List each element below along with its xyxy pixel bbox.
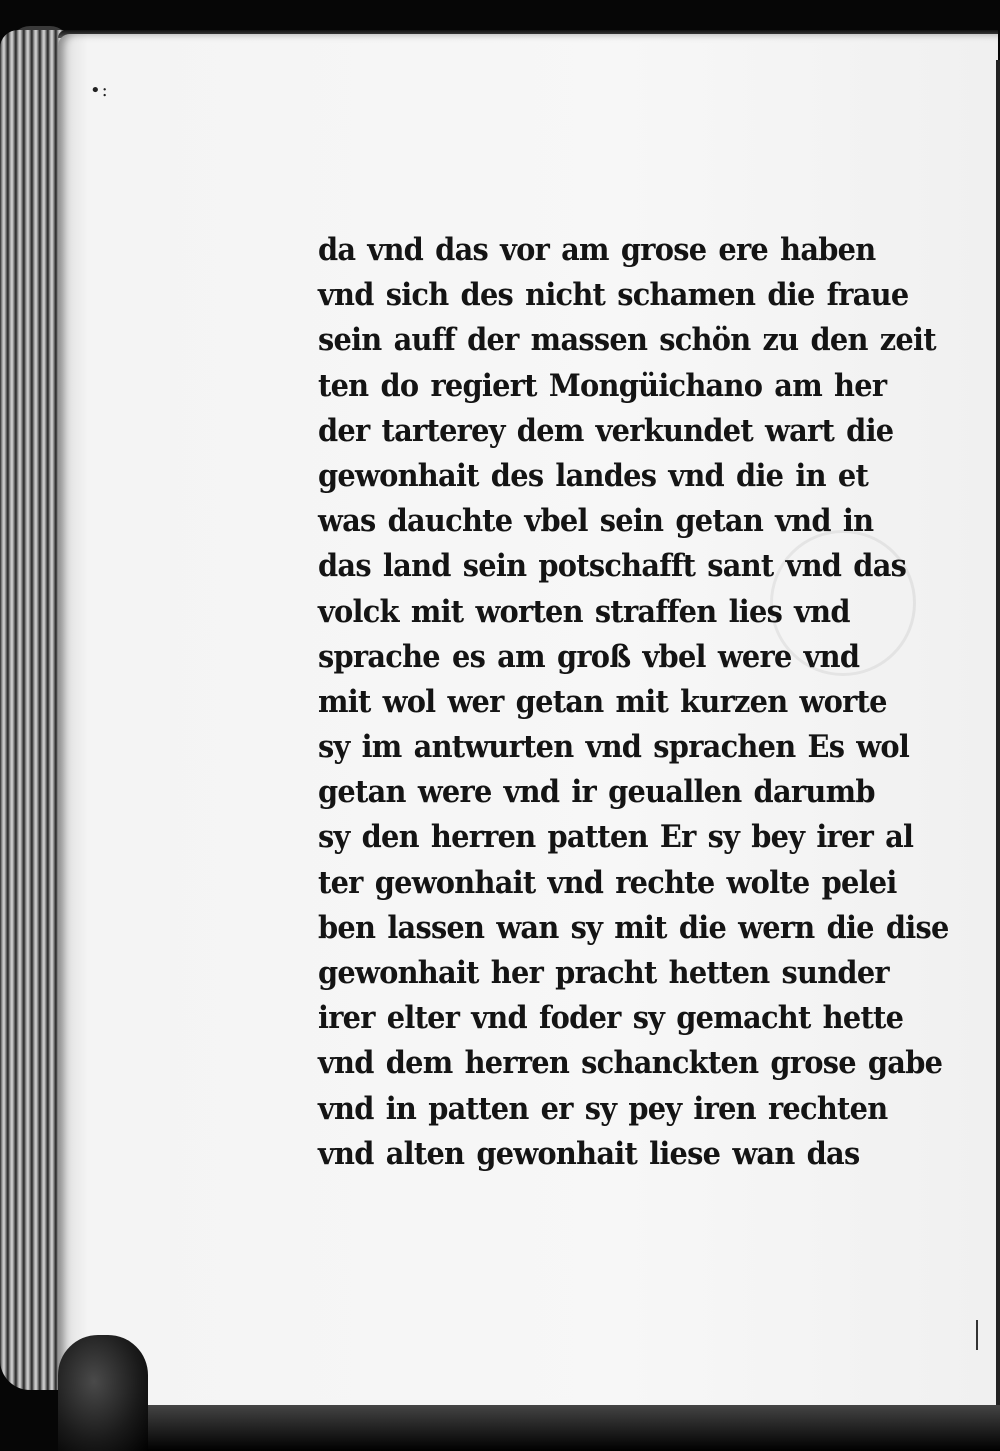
holding-thumb (58, 1335, 148, 1451)
text-line: ter gewonhait vnd rechte wolte pelei (318, 864, 897, 901)
text-line: was dauchte vbel sein getan vnd in (318, 503, 874, 540)
text-line: sprache es am groß vbel were vnd (318, 638, 860, 675)
corner-dots: •: (90, 80, 109, 101)
folio-bottom-shadow (58, 1405, 1000, 1451)
text-line: ten do regiert Mongüichano am her (318, 367, 887, 404)
text-line: vnd sich des nicht schamen die fraue (318, 277, 909, 314)
margin-mark (976, 1320, 978, 1350)
text-line: das land sein potschafft sant vnd das (318, 548, 907, 585)
text-line: sein auff der massen schön zu den zeit (318, 322, 936, 359)
text-line: sy den herren patten Er sy bey irer al (318, 819, 914, 856)
text-line: mit wol wer getan mit kurzen worte (318, 683, 887, 720)
text-line: vnd in patten er sy pey iren rechten (318, 1090, 888, 1127)
text-line: vnd alten gewonhait liese wan das (318, 1135, 860, 1172)
text-line: volck mit worten straffen lies vnd (318, 593, 850, 630)
text-line: gewonhait des landes vnd die in et (318, 457, 869, 494)
text-line: da vnd das vor am grose ere haben (318, 232, 876, 268)
text-line: gewonhait her pracht hetten sunder (318, 955, 889, 991)
text-line: getan were vnd ir geuallen darumb (318, 774, 875, 811)
text-line: vnd dem herren schanckten grose gabe (318, 1045, 943, 1082)
book-page-edges (0, 30, 64, 1390)
manuscript-text (318, 228, 949, 1177)
text-line: sy im antwurten vnd sprachen Es wol (318, 729, 910, 766)
text-line: der tarterey dem verkundet wart die (318, 412, 894, 449)
folio-right-edge (996, 60, 1000, 1410)
text-line: ben lassen wan sy mit die wern die dise (318, 909, 949, 946)
text-line: irer elter vnd foder sy gemacht hette (318, 1000, 904, 1037)
